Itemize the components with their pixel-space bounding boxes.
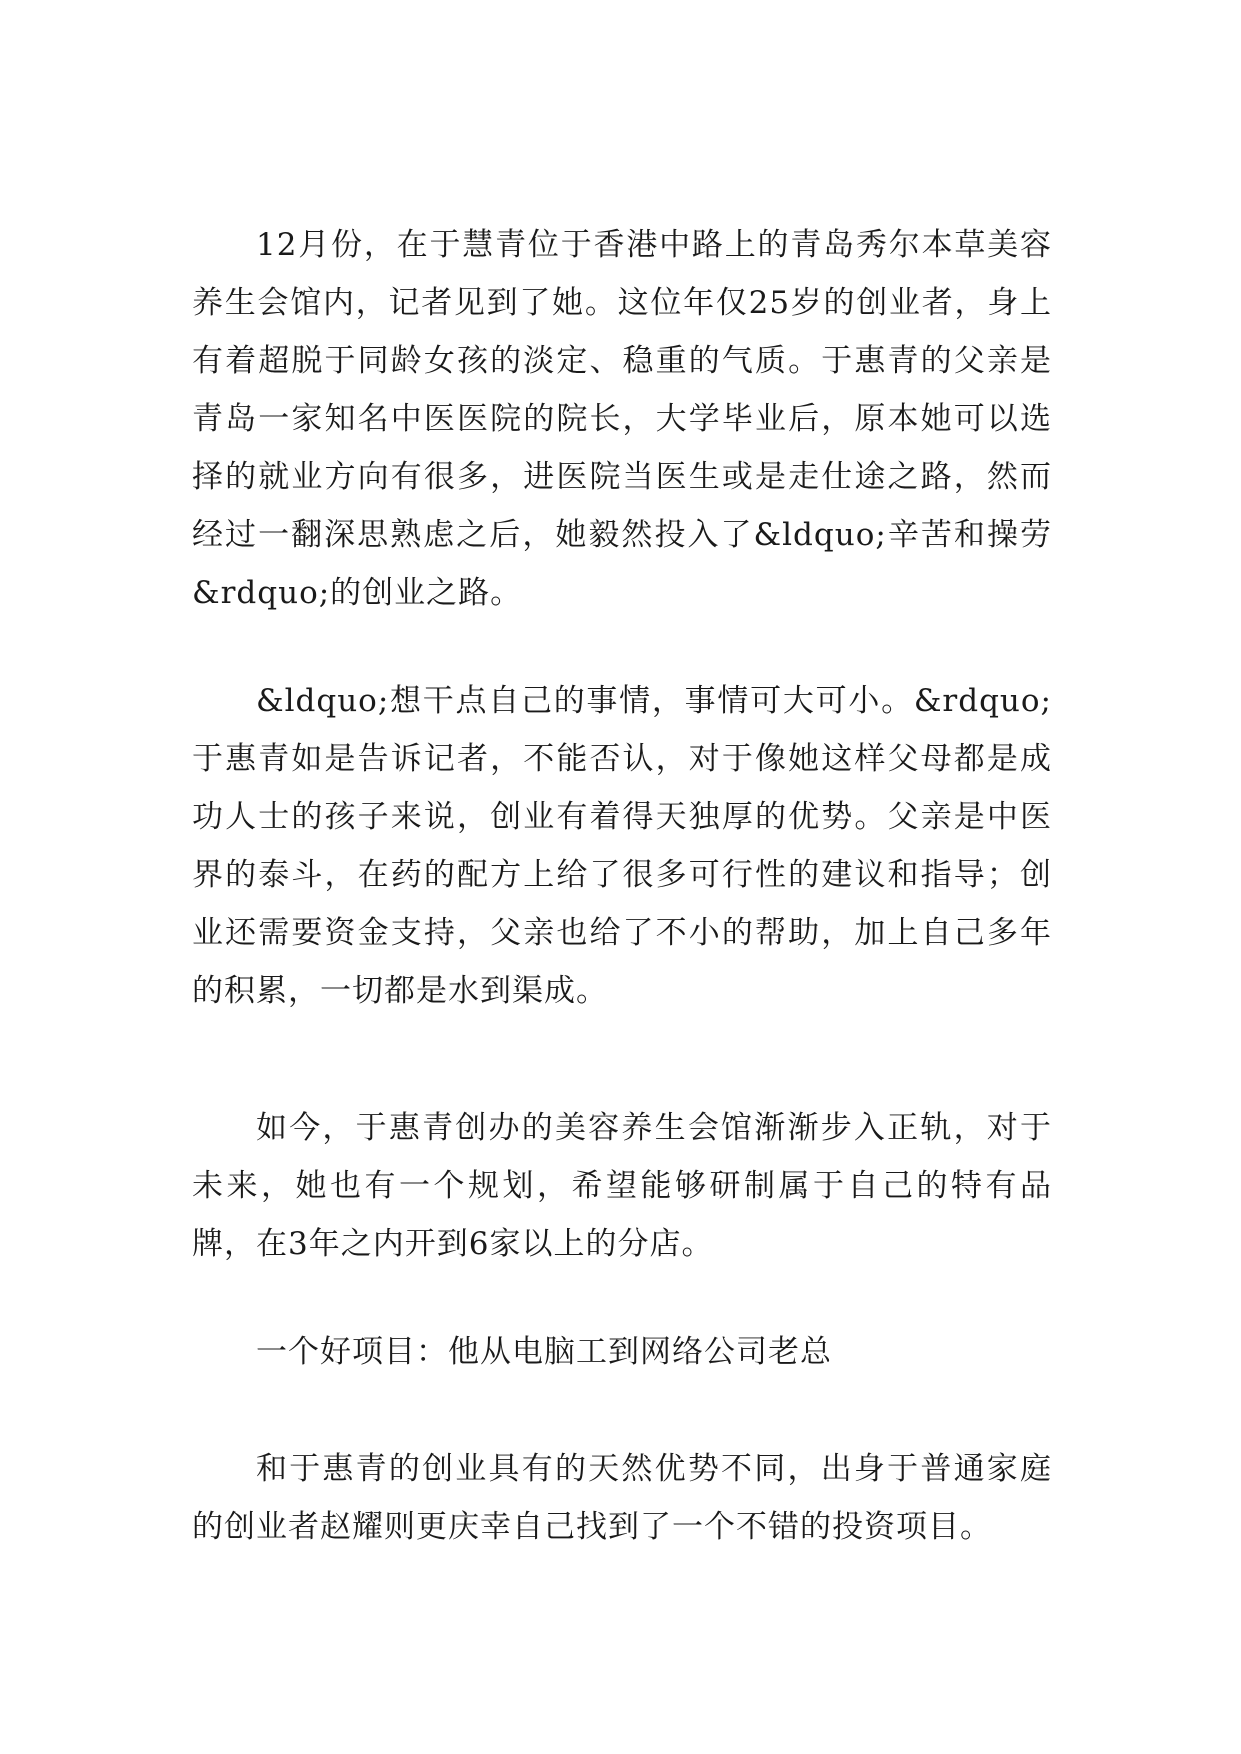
paragraph-2: &ldquo;想干点自己的事情，事情可大可小。&rdquo;于惠青如是告诉记者，不能否认，对于像她这样父母都是成功人士的孩子来说，创业有着得天独厚的优势。父亲是中医界的泰斗，在药的配方上给了很多可行性的建议和指导；创业还需要资金支持，父亲也给了不小的帮助，加上自己多年的积累，一切都是水到渠成。 [192,683,1052,1009]
paragraph-1: 12月份，在于慧青位于香港中路上的青岛秀尔本草美容养生会馆内，记者见到了她。这位年仅25岁的创业者，身上有着超脱于同龄女孩的淡定、稳重的气质。于惠青的父亲是青岛一家知名中医医院的院长，大学毕业后，原本她可以选择的就业方向有很多，进医院当医生或是走仕途之路，然而经过一翻深思熟虑之后，她毅然投入了&ldquo;辛苦和操劳&rdquo;的创业之路。 [192,227,1052,611]
section-heading: 一个好项目：他从电脑工到网络公司老总 [256,1334,832,1370]
paragraph-4: 和于惠青的创业具有的天然优势不同，出身于普通家庭的创业者赵耀则更庆幸自己找到了一个不错的投资项目。 [192,1451,1052,1545]
paragraph-3: 如今，于惠青创办的美容养生会馆渐渐步入正轨，对于未来，她也有一个规划，希望能够研制属于自己的特有品牌，在3年之内开到6家以上的分店。 [192,1110,1052,1262]
